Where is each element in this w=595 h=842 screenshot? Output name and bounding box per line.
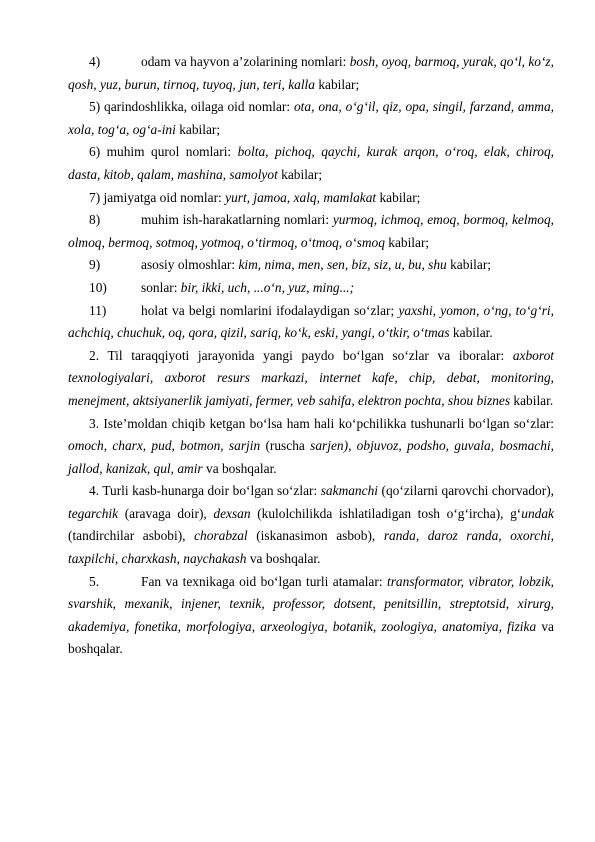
paragraph-science-terms [68, 571, 554, 661]
item-examples: yaxshi, yomon, o‘ng, to‘g‘ri, achchiq, chuchuk, oq, qora, qizil, sariq, ko‘k, eski, yangi, o‘tkir, o‘tmas [68, 302, 554, 341]
item-label: holat va belgi nomlarini ifodalaydigan so‘zlar; [141, 302, 395, 318]
paragraph-tail: va boshqalar. [68, 618, 554, 657]
item-examples: bolta, pichoq, qaychi, kurak arqon, o‘roq, elak, chiroq, dasta, kitob, qalam, mashina, samolyot [68, 144, 554, 182]
paragraph-examples: transformator, vibrator, lobzik, svarshik, mexanik, injener, texnik, professor, dotsent, penitsillin, streptotsid, xirurg, akademiya, fonetika, morfologiya, arxeologiya, botanik, zoologiya, anatomiya, fizika [68, 573, 554, 634]
item-label: odam va hayvon a’zolarining nomlari: [141, 54, 347, 69]
list-item [68, 96, 554, 141]
paragraph-text: (tandirchilar asbobi), [68, 528, 186, 544]
paragraph-tail: kabilar. [510, 392, 554, 408]
item-examples: bosh, oyoq, barmoq, yurak, qo‘l, ko‘z, qosh, yuz, burun, tirnoq, tuyoq, jun, teri, kalla [68, 54, 554, 92]
item-examples: bir, ikki, uch, ...o‘n, yuz, ming...; [177, 279, 355, 295]
list-item [68, 300, 554, 345]
item-number: 8) [89, 212, 101, 228]
paragraph-text: (kulolchilikda ishlatiladigan tosh o‘g‘ircha), g‘ [250, 505, 522, 521]
paragraph-text: 3. Iste’moldan chiqib ketgan bo‘lsa ham hali ko‘pchilikka tushunarli bo‘lgan so‘zlar: [89, 415, 554, 431]
paragraph-new-words [68, 345, 554, 413]
term: dexsan [206, 505, 251, 521]
item-label: asosiy olmoshlar: [141, 257, 236, 273]
paragraph-examples: omoch, charx, pud, botmon, sarjin [68, 438, 261, 454]
item-tail: kabilar; [376, 189, 421, 205]
paragraph-examples-2: sarjen), objuvoz, podsho, guvala, bosmachi, jallod, kanizak, qul, amir [68, 438, 554, 476]
list-item [68, 209, 554, 254]
paragraph-obsolete-words [68, 413, 554, 481]
term: tegarchik [68, 505, 119, 521]
item-label: sonlar: [141, 279, 178, 295]
item-examples: kim, nima, men, sen, biz, siz, u, bu, shu [235, 257, 447, 273]
paragraph-text: (qo‘zilarni qarovchi chorvador), [378, 483, 554, 499]
item-number: 10) [89, 279, 107, 295]
term: sakmanchi [317, 483, 378, 499]
paragraph-text: 2. Til taraqqiyoti jarayonida yangi paydo bo‘lgan so‘zlar va iboralar: [89, 347, 505, 363]
item-tail: kabilar; [175, 121, 221, 137]
list-item [68, 277, 554, 300]
paragraph-tail: va boshqalar. [202, 460, 277, 476]
document-page [68, 51, 554, 661]
item-label: qarindoshlikka, oilaga oid nomlar: [104, 99, 291, 115]
paragraph-text: 4. Turli kasb-hunarga doir bo‘lgan so‘zlar: [89, 483, 318, 499]
item-tail: kabilar; [384, 234, 430, 250]
paragraph-profession-words [68, 480, 554, 570]
paragraph-examples: axborot texnologiyalari, axborot resurs markazi, internet kafe, chip, debat, monitoring, menejment, aktsiyanerlik jamiyati, fermer, veb sahifa, elektron pochta, shou biznes [68, 347, 555, 408]
item-number: 6) [89, 144, 101, 160]
paragraph-tail: va boshqalar. [246, 551, 321, 567]
list-item [68, 51, 554, 96]
item-label: muhim ish-harakatlarning nomlari: [141, 212, 330, 228]
item-tail: kabilar. [449, 325, 493, 341]
paragraph-number: 5. [89, 573, 100, 589]
paragraph-text: Fan va texnikaga oid bo‘lgan turli atamalar: [141, 573, 383, 589]
list-item [68, 254, 554, 277]
term: undak [521, 505, 554, 521]
item-tail: kabilar; [277, 166, 323, 182]
list-item [68, 141, 554, 186]
item-tail: kabilar; [446, 257, 492, 273]
item-examples: ota, ona, o‘g‘il, qiz, opa, singil, farzand, amma, xola, tog‘a, og‘a-ini [68, 99, 554, 137]
term: chorabzal [185, 528, 248, 544]
list-item [68, 187, 554, 210]
paragraph-text: (iskanasimon asbob), [247, 528, 376, 544]
item-number: 11) [89, 302, 107, 318]
term: randa, daroz randa, oxorchi, taxpilchi, charxkash, naychakash [68, 528, 554, 567]
paragraph-mid: (ruscha [260, 438, 305, 454]
item-number: 7) [89, 189, 101, 205]
item-examples: yurmoq, ichmoq, emoq, bormoq, kelmoq, olmoq, bermoq, sotmoq, yotmoq, o‘tirmoq, o‘tmoq, o‘smoq [68, 212, 554, 250]
item-label: jamiyatga oid nomlar: [103, 189, 222, 205]
item-tail: kabilar; [314, 76, 360, 92]
item-number: 9) [89, 257, 101, 273]
item-label: muhim qurol nomlari: [106, 144, 232, 160]
item-number: 4) [89, 54, 101, 69]
item-examples: yurt, jamoa, xalq, mamlakat [221, 189, 377, 205]
item-number: 5) [89, 99, 101, 115]
paragraph-text: (aravaga doir), [118, 505, 207, 521]
